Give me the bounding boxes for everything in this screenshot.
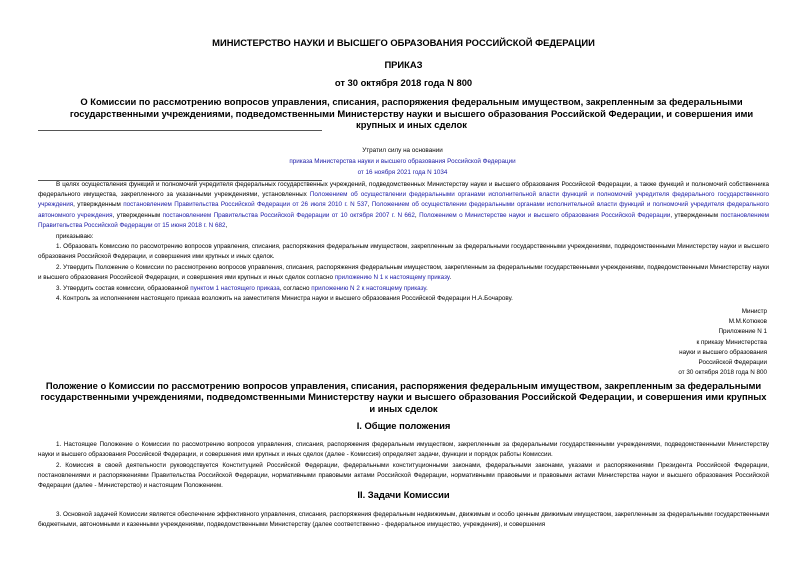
item-1: 1. Образовать Комиссию по рассмотрению вопросов управления, списания, распоряжения федеральным имуществом, закрепленным за федеральными государственными учреждениями, подведомственными Министерству науки и высшего образования Российской Федерации, и совершения ими крупных и иных сделок.: [38, 243, 769, 261]
intro-text: ,: [414, 211, 420, 219]
lapse-note: [200, 145, 605, 178]
item-3-text: 3. Утвердить состав комиссии, образованной: [56, 285, 191, 292]
section-2-paragraph-3: 3. Основной задачей Комиссии является обеспечение эффективного управления, списания, распоряжения федеральным недвижимым, движимым и особо ценным движимым имуществом, закрепленным за федеральными государственными бюджетными, автономными и казенными учреждениями, подведомственными Министерству (далее соответственно - федеральное имущество, учреждения), и совершения: [38, 511, 769, 529]
intro-text: ,: [367, 201, 372, 209]
item-2-text: 2. Утвердить Положение о Комиссии по рассмотрению вопросов управления, списания, распоряжения федеральным имуществом, закрепленным за федеральными государственными учреждениями, подведомственными Министерству науки и высшего образования Российской Федерации, и совершения ими крупных и иных сделок согласно: [38, 264, 769, 282]
item-3-end: .: [425, 285, 428, 292]
regulation-662-link[interactable]: Положением об осуществлении федеральными органами исполнительной власти функций и полномочий учредителя федерального автономного учреждения: [38, 201, 769, 219]
order-title: О Комиссии по рассмотрению вопросов управления, списания, распоряжения федеральным имуществом, закрепленным за федеральными государственными учреждениями, подведомственными Министерству науки и высшего образования Российской Федерации, и совершения ими крупных и иных сделок: [69, 96, 754, 130]
resolution-537-link[interactable]: постановлением Правительства Российской Федерации от 26 июля 2010 г. N 537: [123, 201, 368, 209]
resolution-682-link[interactable]: постановлением Правительства Российской Федерации от 15 июня 2018 г. N 682: [38, 211, 769, 229]
appendix-2-link[interactable]: приложению N 2 к настоящему приказу: [311, 285, 426, 292]
ministry-regulation-link[interactable]: Положением о Министерстве науки и высшего образования Российской Федерации: [419, 211, 671, 219]
intro-text: , утвержденным: [112, 211, 163, 219]
appendix-1-link[interactable]: приложению N 1 к настоящему приказу: [334, 274, 450, 282]
item-1-link[interactable]: пунктом 1 настоящего приказа: [190, 285, 280, 292]
intro-paragraph: [38, 180, 769, 231]
intro-text: , утвержденным: [73, 201, 124, 209]
regulation-537-link[interactable]: Положением об осуществлении федеральными органами исполнительной власти функций и полномочий учредителя федерального государственного учреждения: [38, 191, 769, 209]
resolution-662-link[interactable]: постановлением Правительства Российской Федерации от 10 октября 2007 г. N 662: [162, 211, 415, 219]
appendix-ministry-line2: Российской Федерации: [698, 359, 767, 367]
section-1-paragraph-1: 1. Настоящее Положение о Комиссии по рассмотрению вопросов управления, списания, распоряжения федеральным имуществом, закрепленным за федеральными государственными учреждениями, подведомственными Министерству науки и высшего образования Российской Федерации, и совершения ими крупных и иных сделок (далее - Комиссия) определяет задачи, функции и порядок работы Комиссии.: [38, 441, 769, 459]
item-3: [38, 284, 769, 294]
appendix-ministry-line1: науки и высшего образования: [679, 348, 767, 356]
item-4: 4. Контроль за исполнением настоящего приказа возложить на заместителя Министра науки и высшего образования Российской Федерации Н.А.Бочарову.: [56, 295, 513, 302]
section-1-paragraph-2: 2. Комиссия в своей деятельности руководствуется Конституцией Российской Федерации, федеральными конституционными законами, федеральными законами, указами и распоряжениями Президента Российской Федерации, постановлениями и распоряжениями Правительства Российской Федерации, нормативными правовыми актами Российской Федерации, нормативными правовыми и правовыми актами Министерства науки и высшего образования Российской Федерации (далее - Министерство) и настоящим Положением.: [38, 462, 769, 490]
item-2-end: .: [449, 274, 452, 282]
item-2: [38, 263, 769, 283]
appendix-to-order: к приказу Министерства: [696, 338, 767, 346]
divider-top: [38, 130, 322, 131]
order-word: приказываю:: [56, 233, 94, 240]
ministry-heading: МИНИСТЕРСТВО НАУКИ И ВЫСШЕГО ОБРАЗОВАНИЯ РОССИЙСКОЙ ФЕДЕРАЦИИ: [212, 37, 595, 48]
lapse-note-line1: Утратил силу на основании: [362, 147, 443, 154]
appendix-title: Положение о Комиссии по рассмотрению вопросов управления, списания, распоряжения федеральным имуществом, закрепленным за федеральными государственными учреждениями, подведомственными Министерству науки и высшего образования Российской Федерации, и совершения ими крупных и иных сделок: [40, 380, 767, 414]
intro-text: ,: [225, 221, 228, 229]
signature-name: М.М.Котюков: [728, 318, 767, 326]
section-2-heading: II. Задачи Комиссии: [357, 489, 450, 500]
lapse-order-link[interactable]: приказа Министерства науки и высшего образования Российской Федерации: [289, 158, 516, 165]
section-1-heading: I. Общие положения: [356, 420, 451, 431]
intro-text: , утвержденным: [670, 211, 721, 219]
item-3-mid: , согласно: [279, 285, 312, 292]
appendix-label: Приложение N 1: [718, 328, 767, 336]
signature-block: [678, 307, 767, 378]
signature-position: Министр: [741, 308, 767, 315]
appendix-date: от 30 октября 2018 года N 800: [678, 369, 767, 377]
intro-text: В целях осуществления функций и полномочий учредителя федеральных государственных учреждений, подведомственных Министерству науки и высшего образования Российской Федерации, а также функций и полномочий собственника федерального имущества, закрепленного за указанными учреждениями, установленных: [38, 181, 769, 199]
order-type: ПРИКАЗ: [384, 59, 423, 70]
order-date: от 30 октября 2018 года N 800: [334, 77, 473, 88]
lapse-order-date-link[interactable]: от 16 ноября 2021 года N 1034: [357, 169, 448, 176]
